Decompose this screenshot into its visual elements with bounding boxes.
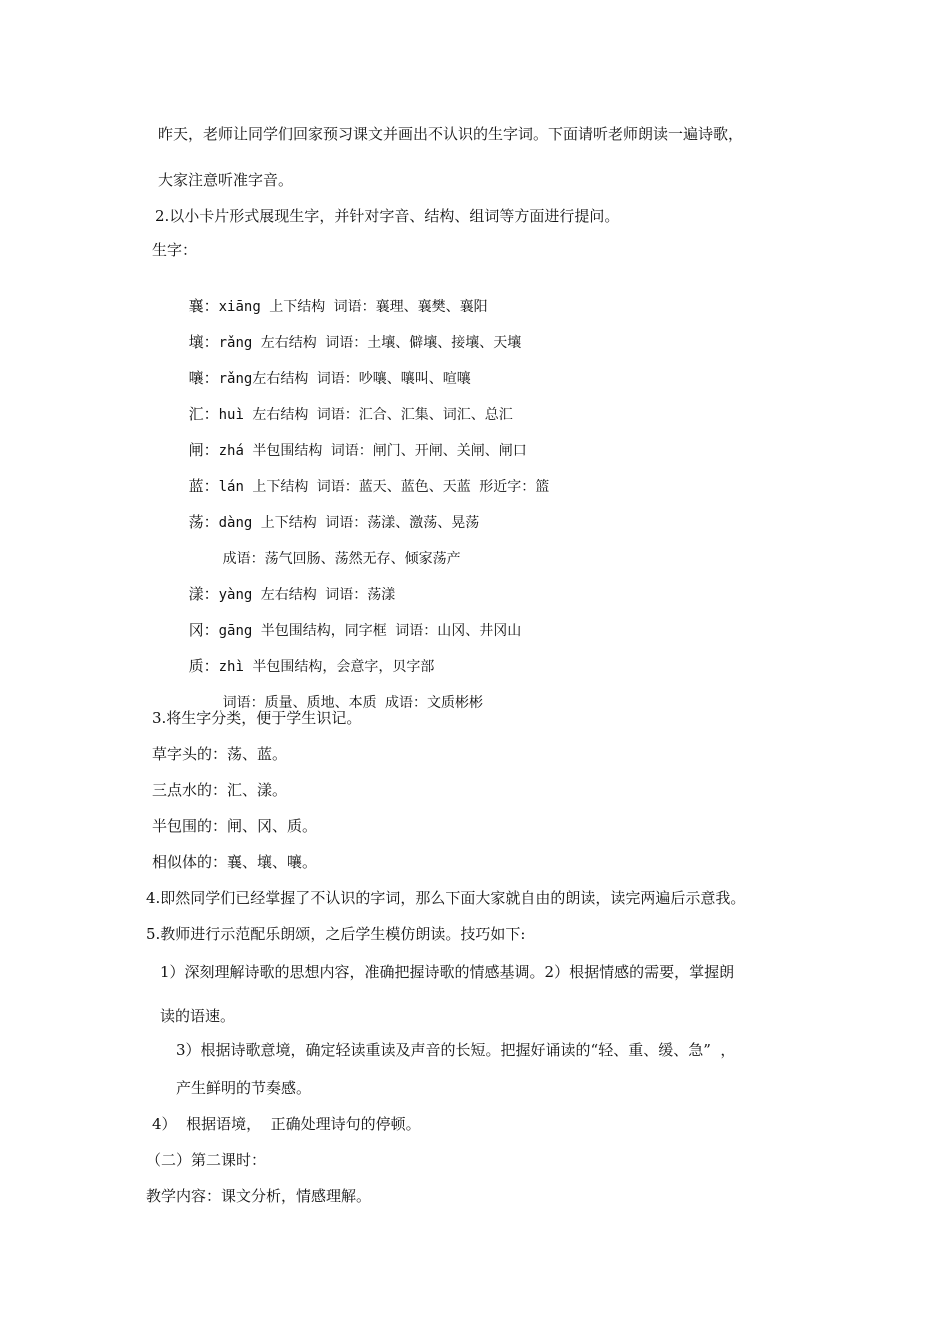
- intro-line-2: 大家注意听准字音。: [158, 171, 294, 189]
- char-detail: yàng 左右结构 词语：荡漾: [218, 587, 396, 603]
- step-2: 2.以小卡片形式展现生字，并针对字音、结构、组词等方面进行提问。: [155, 207, 620, 225]
- teaching-content: 教学内容：课文分析，情感理解。: [146, 1187, 372, 1205]
- char-detail: dàng 上下结构 词语：荡漾、激荡、晃荡: [218, 515, 480, 531]
- char-label: 汇：: [188, 405, 219, 423]
- category-item: 相似体的：襄、壤、嚷。: [152, 853, 318, 871]
- tip-4: 4） 根据语境， 正确处理诗句的停顿。: [152, 1115, 421, 1133]
- char-detail: xiāng 上下结构 词语：襄理、襄樊、襄阳: [218, 299, 488, 315]
- category-item: 草字头的：荡、蓝。: [152, 745, 288, 763]
- step-3: 3.将生字分类，便于学生识记。: [152, 709, 362, 727]
- char-label: 闸：: [188, 441, 219, 459]
- char-detail: lán 上下结构 词语：蓝天、蓝色、天蓝 形近字：篮: [218, 479, 550, 495]
- step-4: 4.即然同学们已经掌握了不认识的字词，那么下面大家就自由的朗读，读完两遍后示意我。: [146, 889, 746, 907]
- char-label: 冈：: [188, 621, 219, 639]
- tip-1-line-1: 1）深刻理解诗歌的思想内容，准确把握诗歌的情感基调。2）根据情感的需要，掌握朗: [160, 963, 735, 981]
- char-label: 蓝：: [188, 477, 219, 495]
- tip-3-line-1: 3）根据诗歌意境，确定轻读重读及声音的长短。把握好诵读的“轻、重、缓、急” ，: [176, 1041, 736, 1059]
- char-detail: 词语：质量、质地、本质 成语：文质彬彬: [222, 695, 484, 711]
- char-label: 嚷：: [188, 369, 219, 387]
- char-label: 壤：: [188, 333, 219, 351]
- char-detail: zhá 半包围结构 词语：闸门、开闸、关闸、闸口: [218, 443, 527, 459]
- char-detail: rǎng 左右结构 词语：土壤、僻壤、接壤、天壤: [218, 335, 522, 351]
- char-detail: rǎng左右结构 词语：吵嚷、嚷叫、喧嚷: [218, 371, 471, 387]
- char-detail: gāng 半包围结构，同字框 词语：山冈、井冈山: [218, 623, 522, 639]
- section-heading: （二）第二课时：: [146, 1151, 267, 1169]
- char-label: 质：: [188, 657, 219, 675]
- char-label: 漾：: [188, 585, 219, 603]
- category-item: 半包围的：闸、冈、质。: [152, 817, 318, 835]
- step-5: 5.教师进行示范配乐朗颂，之后学生模仿朗读。技巧如下:: [146, 925, 526, 943]
- tip-3-line-2: 产生鲜明的节奏感。: [176, 1079, 312, 1097]
- tip-1-line-2: 读的语速。: [160, 1007, 236, 1025]
- chars-heading: 生字：: [152, 241, 198, 259]
- intro-line-1: 昨天，老师让同学们回家预习课文并画出不认识的生字词。下面请听老师朗读一遍诗歌，: [158, 125, 744, 143]
- category-item: 三点水的：汇、漾。: [152, 781, 288, 799]
- char-label: 襄：: [188, 297, 219, 315]
- char-label: 荡：: [188, 513, 219, 531]
- char-detail: 成语：荡气回肠、荡然无存、倾家荡产: [222, 551, 461, 567]
- char-detail: zhì 半包围结构，会意字，贝字部: [218, 659, 435, 675]
- char-detail: huì 左右结构 词语：汇合、汇集、词汇、总汇: [218, 407, 513, 423]
